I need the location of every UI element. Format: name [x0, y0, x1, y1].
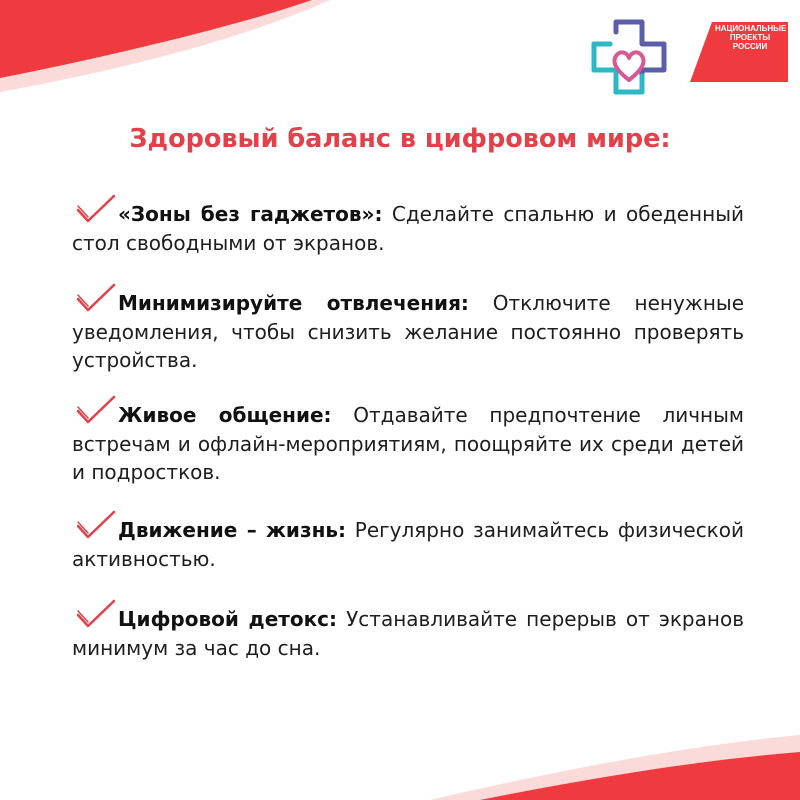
tip-heading: Минимизируйте отвлечения:	[118, 291, 469, 315]
checkmark-icon	[72, 402, 118, 422]
tip-text: Отдавайте предпочтение личным встречам и офлайн-мероприятиям, поощряйте их среди детей и подростков.	[72, 403, 744, 484]
top-left-wave-red	[0, 0, 312, 78]
tip-item	[72, 516, 744, 573]
checkmark-icon	[72, 201, 118, 221]
tip-item	[72, 401, 744, 487]
checkmark-icon	[72, 606, 118, 626]
tip-heading: Живое общение:	[118, 403, 332, 427]
medical-cross-heart-icon	[586, 14, 672, 100]
tip-text: Отключите ненужные уведомления, чтобы снизить желание постоянно проверять устройства.	[72, 291, 745, 372]
page-title: Здоровый баланс в цифровом мире:	[129, 124, 671, 154]
tip-item	[72, 605, 744, 662]
checkmark-icon	[72, 517, 118, 537]
national-projects-line: ПРОЕКТЫ	[729, 33, 771, 42]
tip-item	[72, 200, 744, 257]
tip-text: Сделайте спальню и обеденный стол свободными от экранов.	[72, 202, 744, 255]
tip-heading: Движение – жизнь:	[118, 518, 347, 542]
tip-text: Устанавливайте перерыв от экранов минимум за час до сна.	[72, 607, 744, 660]
tip-text: Регулярно занимайтесь физической активностью.	[72, 518, 745, 571]
tip-heading: Цифровой детокс:	[118, 607, 338, 631]
national-projects-line: РОССИИ	[732, 42, 768, 51]
tip-item	[72, 289, 744, 375]
tip-heading: «Зоны без гаджетов»:	[118, 202, 383, 226]
checkmark-icon	[72, 290, 118, 310]
national-projects-text	[715, 24, 785, 51]
national-projects-line: НАЦИОНАЛЬНЫЕ	[715, 24, 787, 33]
